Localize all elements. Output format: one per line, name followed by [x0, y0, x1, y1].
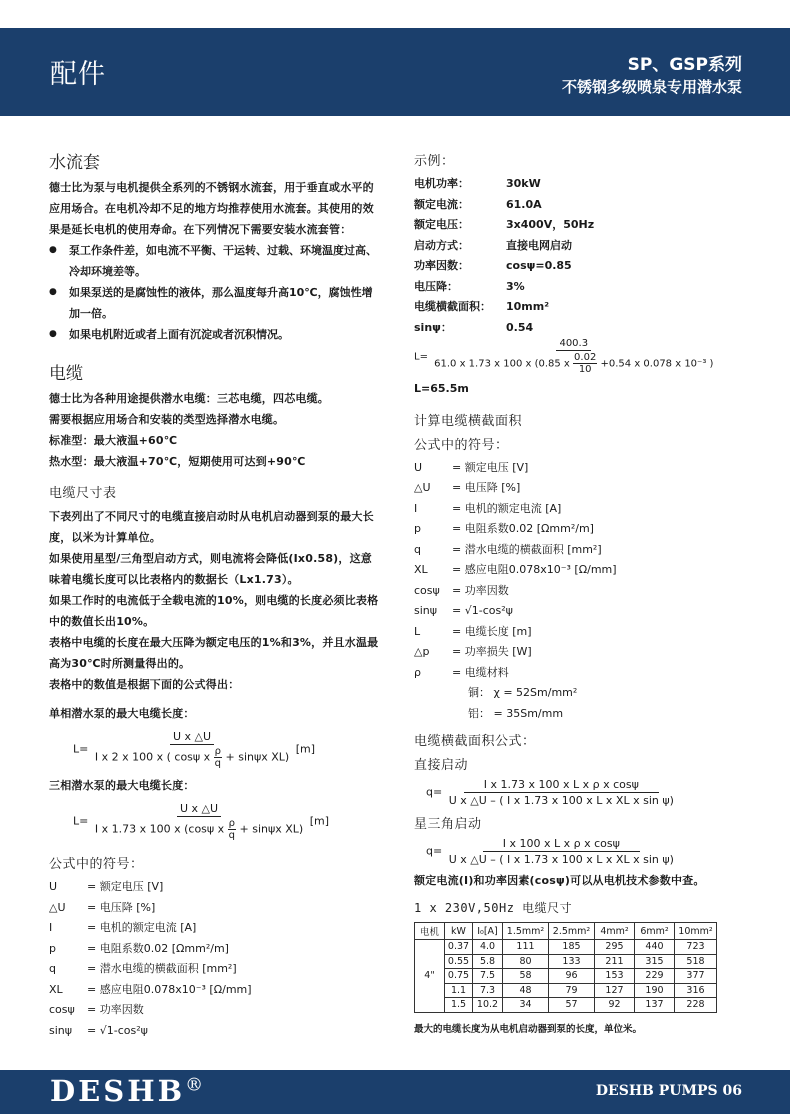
symbol: p: [414, 522, 421, 535]
symbol-desc: = 电机的额定电流 [A]: [87, 921, 197, 934]
example-value: 3x400V，50Hz: [506, 218, 595, 231]
table-cell: 377: [675, 969, 717, 984]
formula-numerator: I x 100 x L x ρ x cosψ: [483, 837, 640, 852]
table-cell: 190: [635, 983, 675, 998]
inner-denominator: 10: [578, 364, 592, 375]
three-phase-label: 三相潜水泵的最大电缆长度：: [49, 779, 195, 792]
size-title: 电缆尺寸表: [49, 486, 117, 501]
formula-den-part: +0.54 x 0.078 x 10⁻³ ): [600, 358, 714, 370]
inner-fraction: [573, 352, 597, 375]
symbol-desc: = 额定电压 [V]: [452, 460, 529, 474]
sleeve-bullets: [49, 240, 379, 345]
example-key: 功率因数：: [414, 259, 469, 272]
single-phase-formula: [49, 730, 379, 769]
symbol-desc: = 感应电阻0.078x10⁻³ [Ω/mm]: [452, 563, 617, 576]
q-symbol: q: [228, 830, 236, 841]
rho-over-q: [214, 746, 222, 769]
symbol: △U: [414, 481, 431, 494]
brand-name: DESHB: [50, 1074, 186, 1108]
list-item: [414, 663, 744, 684]
list-item: [414, 519, 744, 540]
example-key: 电压降：: [414, 279, 458, 293]
example-key: 启动方式：: [414, 238, 469, 252]
formula-lhs: q=: [426, 785, 443, 799]
list-item: [49, 980, 379, 1001]
symbol: p: [49, 941, 56, 955]
table-row: [415, 940, 717, 955]
list-item: [414, 318, 744, 339]
table-cell: 7.3: [473, 983, 503, 998]
formula-fraction: [446, 778, 677, 807]
formula-numerator: 400.3: [556, 338, 591, 351]
example-value: 30kW: [506, 177, 541, 190]
example-key: sinψ：: [414, 320, 452, 334]
formula-unit: [m]: [309, 814, 330, 828]
star-delta-formula: [414, 837, 744, 866]
list-item: [414, 622, 744, 643]
formula-lhs: L=: [73, 742, 89, 756]
table-cell-motor: 4": [415, 940, 445, 1013]
cable-title: 电缆: [49, 364, 83, 384]
right-column: [414, 140, 744, 1035]
table-cell: 316: [675, 983, 717, 998]
table-cell: 723: [675, 940, 717, 955]
symbol-desc: = 电缆材料: [452, 665, 509, 679]
formula-den-part: + sinψx XL): [239, 822, 304, 836]
symbol: XL: [49, 982, 63, 996]
cable-standard: 标准型：最大液温+60℃: [49, 434, 178, 447]
size-para-1: 下表列出了不同尺寸的电缆直接启动时从电机启动器到泵的最大长度，以米为计算单位。: [49, 510, 374, 544]
symbol-desc: = √1-cos²ψ: [452, 604, 513, 617]
symbol: sinψ: [49, 1023, 73, 1037]
table-cell: 127: [595, 983, 635, 998]
formula-denominator: U x △U – ( I x 1.73 x 100 x L x XL x sin ψ): [448, 794, 674, 807]
calc-symbols-title: 公式中的符号：: [414, 437, 509, 453]
formula-numerator: U x △U: [170, 730, 214, 745]
list-item: ● 如果泵送的是腐蚀性的液体，那么温度每升高10℃，腐蚀性增加一倍。: [49, 282, 379, 324]
example-result: L=65.5m: [414, 382, 469, 395]
formula-lhs: L=: [73, 814, 89, 828]
table-cell: 229: [635, 969, 675, 984]
aluminum-value: 铝： = 35Sm/mm: [468, 706, 564, 720]
table-cell: 1.1: [445, 983, 473, 998]
table-title: 1 x 230V,50Hz 电缆尺寸: [414, 901, 573, 915]
formula-numerator: I x 1.73 x 100 x L x ρ x cosψ: [464, 778, 659, 793]
example-key: 电机功率：: [414, 177, 469, 190]
list-item: [49, 959, 379, 980]
table-cell: 4.0: [473, 940, 503, 955]
cable-line1: 德士比为各种用途提供潜水电缆：三芯电缆，四芯电缆。: [49, 392, 329, 405]
formula-lhs: L=: [414, 351, 428, 363]
direct-start-title: 直接启动: [414, 758, 469, 773]
table-cell: 0.37: [445, 940, 473, 955]
symbol-desc: = 额定电压 [V]: [87, 880, 164, 893]
table-cell: 0.55: [445, 954, 473, 969]
cable-size-table: [414, 922, 717, 1013]
list-item: [49, 939, 379, 960]
symbol-desc: = 电机的额定电流 [A]: [452, 501, 562, 515]
example-value: 3%: [506, 279, 525, 293]
list-item: [49, 877, 379, 898]
symbol-desc: = 潜水电缆的横截面积 [mm²]: [87, 962, 237, 975]
table-cell: 92: [595, 998, 635, 1013]
list-item: [49, 918, 379, 939]
page-header: [0, 28, 790, 116]
table-cell: 315: [635, 954, 675, 969]
table-cell: 5.8: [473, 954, 503, 969]
copper-value: 铜： χ = 52Sm/mm²: [468, 686, 578, 699]
table-cell: 57: [549, 998, 595, 1013]
list-item: [414, 458, 744, 479]
symbol: L: [414, 624, 421, 638]
symbol-desc: = √1-cos²ψ: [87, 1023, 148, 1037]
list-item: [414, 478, 744, 499]
formula-den-part: I x 2 x 100 x ( cosψ x: [94, 750, 211, 764]
symbol-desc: = 功率损失 [W]: [452, 645, 532, 658]
formula-denominator: [92, 745, 292, 769]
symbol: ρ: [414, 665, 421, 679]
example-value: 61.0A: [506, 197, 542, 211]
formula-den-part: I x 1.73 x 100 x (cosψ x: [94, 822, 225, 836]
list-item: [49, 1000, 379, 1021]
table-row: [415, 954, 717, 969]
symbol: q: [414, 542, 421, 556]
table-cell: 0.75: [445, 969, 473, 984]
series-subtitle: 不锈钢多级喷泉专用潜水泵: [561, 78, 742, 96]
table-row: [415, 998, 717, 1013]
list-item: [414, 215, 744, 236]
list-item: ● 如果电机附近或者上面有沉淀或者沉积情况。: [49, 324, 379, 345]
list-item: [414, 704, 744, 725]
sleeve-intro: 德士比为泵与电机提供全系列的不锈钢水流套，用于垂直或水平的应用场合。在电机冷却不足的地方均推荐使用水流套。其使用的效果是延长电机的使用寿命。在下列情况下需要安装水流套管：: [49, 181, 374, 236]
table-cell: 79: [549, 983, 595, 998]
table-cell: 440: [635, 940, 675, 955]
list-item: [414, 560, 744, 581]
single-phase-label: 单相潜水泵的最大电缆长度：: [49, 707, 195, 720]
symbol: XL: [414, 563, 428, 576]
table-cell: 228: [675, 998, 717, 1013]
table-header: 10mm²: [675, 923, 717, 940]
list-item: [49, 898, 379, 919]
formula-unit: [m]: [295, 742, 316, 756]
star-delta-title: 星三角启动: [414, 817, 482, 832]
list-item: [414, 642, 744, 663]
formula-lhs: q=: [426, 844, 443, 858]
table-header: 4mm²: [595, 923, 635, 940]
formula-fraction: [431, 338, 716, 375]
table-cell: 295: [595, 940, 635, 955]
list-item: [414, 236, 744, 257]
table-cell: 58: [503, 969, 549, 984]
inner-numerator: 0.02: [574, 352, 597, 363]
cable-hot: 热水型：最大液温+70℃，短期使用可达到+90℃: [49, 455, 306, 468]
symbol-desc: = 电缆长度 [m]: [452, 624, 532, 638]
table-cell: 185: [549, 940, 595, 955]
symbol: U: [49, 880, 58, 893]
formula-denominator: [431, 351, 716, 375]
symbol: q: [49, 962, 56, 975]
formula-den-part: 61.0 x 1.73 x 100 x (0.85 x: [434, 358, 570, 370]
symbol-desc: = 潜水电缆的横截面积 [mm²]: [452, 542, 602, 556]
symbol: cosψ: [49, 1003, 75, 1016]
table-row: [415, 969, 717, 984]
symbol-desc: = 电压降 [%]: [452, 481, 521, 494]
table-cell: 34: [503, 998, 549, 1013]
rho-symbol: ρ: [214, 746, 222, 757]
table-cell: 80: [503, 954, 549, 969]
table-cell: 137: [635, 998, 675, 1013]
example-value: 10mm²: [506, 300, 550, 313]
q-symbol: q: [214, 758, 222, 769]
symbol-desc: = 电阻系数0.02 [Ωmm²/m]: [87, 941, 229, 955]
symbol: sinψ: [414, 604, 438, 617]
table-cell: 48: [503, 983, 549, 998]
table-cell: 1.5: [445, 998, 473, 1013]
symbol-desc: = 电阻系数0.02 [Ωmm²/m]: [452, 522, 594, 535]
symbol: I: [49, 921, 53, 934]
example-list: [414, 174, 744, 338]
symbol-desc: = 感应电阻0.078x10⁻³ [Ω/mm]: [87, 982, 252, 996]
table-note: 最大的电缆长度为从电机启动器到泵的长度，单位米。: [414, 1023, 643, 1035]
brand-logo: [50, 1074, 203, 1108]
example-formula: [414, 338, 744, 375]
symbol-desc: = 功率因数: [452, 583, 509, 597]
symbols-list: [49, 877, 379, 1041]
list-item: [414, 174, 744, 195]
table-header: 电机: [415, 923, 445, 940]
example-key: 电缆横截面积：: [414, 300, 491, 313]
page-title: 配件: [50, 59, 106, 90]
formula-fraction: [446, 837, 677, 866]
table-cell: 111: [503, 940, 549, 955]
table-cell: 7.5: [473, 969, 503, 984]
section-title: 电缆横截面积公式：: [414, 734, 536, 749]
list-item: [414, 601, 744, 622]
list-item: [414, 499, 744, 520]
size-para-3: 如果工作时的电流低于全载电流的10%，则电缆的长度必须比表格中的数值长出10%。: [49, 594, 379, 628]
left-column: [49, 140, 379, 1041]
page-number: DESHB PUMPS 06: [595, 1083, 742, 1099]
example-title: 示例：: [414, 154, 455, 169]
table-header: kW: [445, 923, 473, 940]
list-item: [49, 1021, 379, 1042]
formula-denominator: [92, 817, 306, 841]
size-para-4: 表格中电缆的长度在最大压降为额定电压的1%和3%，并且水温最高为30℃时所测量得出的。: [49, 636, 379, 670]
table-header: 2.5mm²: [549, 923, 595, 940]
size-para-2: 如果使用星型/三角型启动方式，则电流将会降低(Ix0.58)，这意味着电缆长度可以比表格内的数据长（Lx1.73）。: [49, 552, 372, 586]
example-value: 直接电网启动: [506, 238, 572, 252]
table-cell: 96: [549, 969, 595, 984]
rho-symbol: ρ: [228, 818, 236, 829]
symbol: △p: [414, 645, 430, 658]
calc-symbols-list: [414, 458, 744, 725]
list-item: [414, 540, 744, 561]
series-title: SP、GSP系列: [627, 55, 742, 75]
page-footer: [0, 1070, 790, 1114]
direct-start-formula: [414, 778, 744, 807]
example-key: 额定电压：: [414, 218, 469, 231]
table-header: I₀[A]: [473, 923, 503, 940]
list-item: [414, 683, 744, 704]
list-item: [414, 581, 744, 602]
formula-den-part: + sinψx XL): [225, 750, 290, 764]
calc-title: 计算电缆横截面积: [414, 413, 523, 429]
table-cell: 10.2: [473, 998, 503, 1013]
formula-fraction: [92, 802, 306, 841]
table-cell: 153: [595, 969, 635, 984]
rho-over-q: [228, 818, 236, 841]
symbol: △U: [49, 900, 66, 914]
example-value: 0.54: [506, 320, 534, 334]
symbol-desc: = 功率因数: [87, 1003, 144, 1016]
table-header: 1.5mm²: [503, 923, 549, 940]
sleeve-title: 水流套: [49, 153, 100, 173]
list-item: [414, 297, 744, 318]
example-key: 额定电流：: [414, 197, 469, 211]
list-item: ● 泵工作条件差，如电流不平衡、干运转、过载、环境温度过高、冷却环境差等。: [49, 240, 379, 282]
symbol: I: [414, 501, 418, 515]
table-cell: 211: [595, 954, 635, 969]
three-phase-formula: [49, 802, 379, 841]
list-item: [414, 256, 744, 277]
size-para-5: 表格中的数值是根据下面的公式得出：: [49, 678, 240, 691]
symbol-desc: = 电压降 [%]: [87, 900, 156, 914]
table-cell: 133: [549, 954, 595, 969]
table-header-row: [415, 923, 717, 940]
table-cell: 518: [675, 954, 717, 969]
example-value: cosψ=0.85: [506, 259, 572, 272]
symbol: U: [414, 460, 423, 474]
table-header: 6mm²: [635, 923, 675, 940]
list-item: [414, 277, 744, 298]
section-note: 额定电流(I)和功率因素(cosψ)可以从电机技术参数中查。: [414, 874, 705, 887]
symbols-title: 公式中的符号：: [49, 857, 144, 872]
cable-line2: 需要根据应用场合和安装的类型选择潜水电缆。: [49, 413, 285, 426]
table-row: [415, 983, 717, 998]
registered-mark: ®: [185, 1074, 204, 1096]
formula-denominator: U x △U – ( I x 1.73 x 100 x L x XL x sin ψ): [448, 853, 674, 866]
symbol: cosψ: [414, 583, 440, 597]
list-item: [414, 195, 744, 216]
formula-numerator: U x △U: [177, 802, 221, 817]
formula-fraction: [92, 730, 292, 769]
